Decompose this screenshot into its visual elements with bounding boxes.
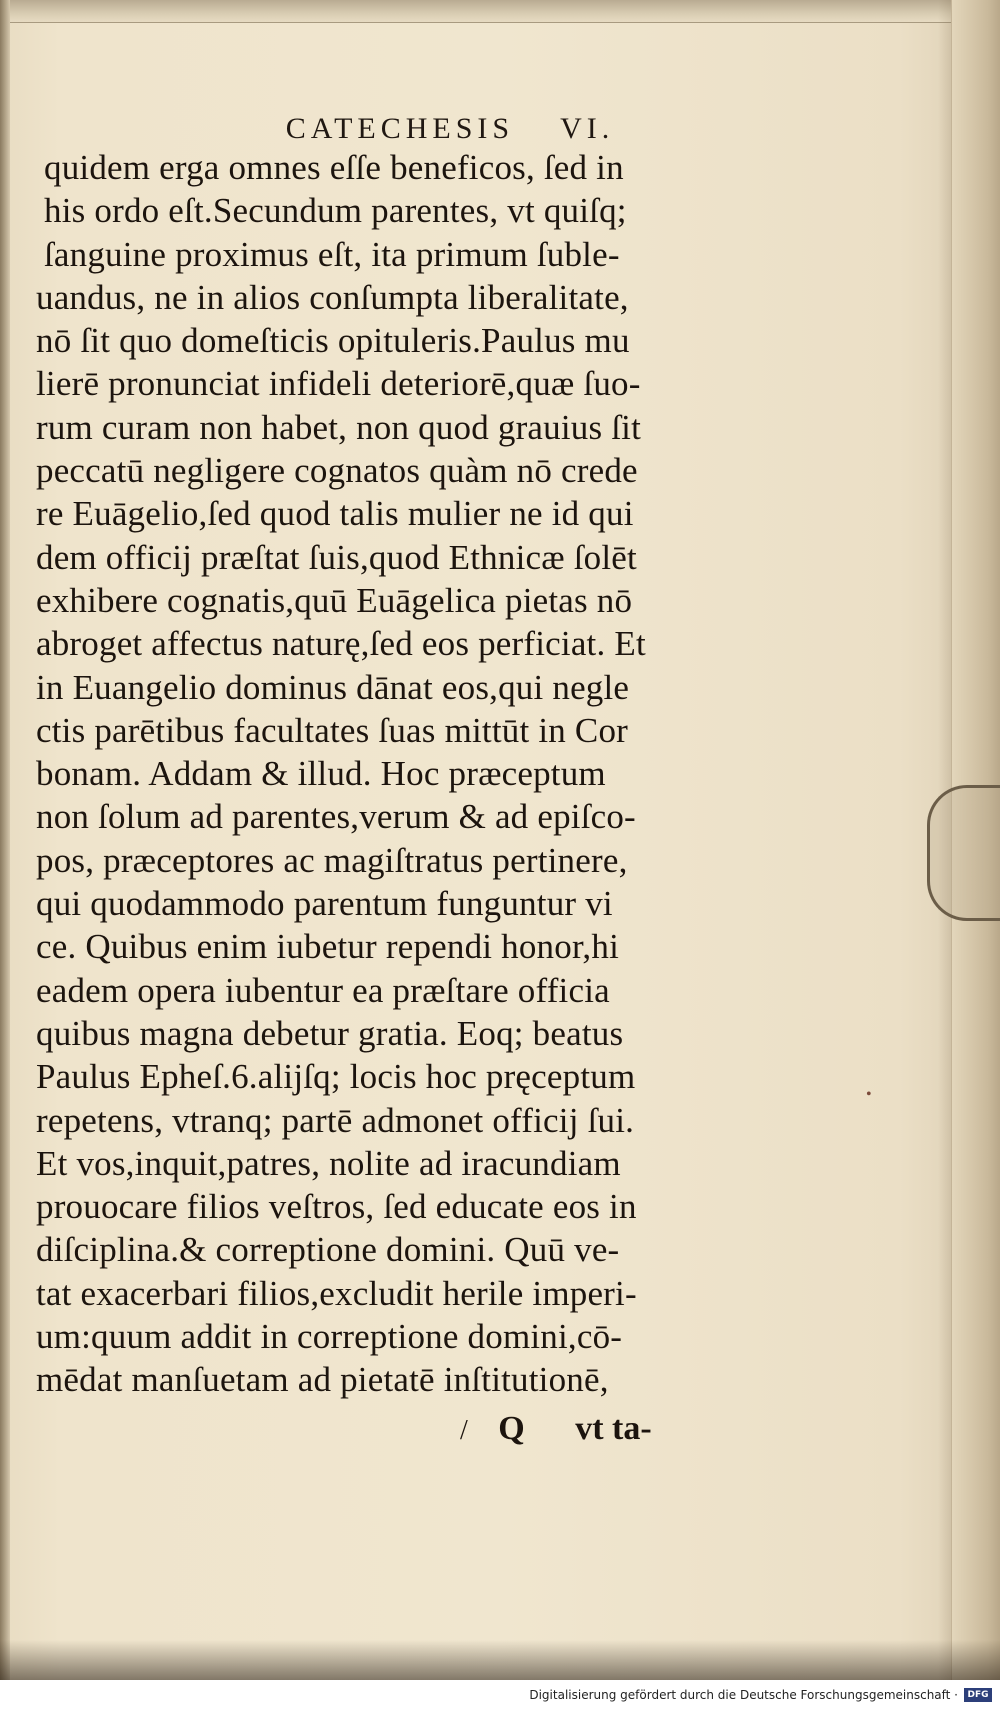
text-line: ctis parētibus facultates ſuas mittūt in Cor [36, 710, 629, 750]
text-line: bonam. Addam & illud. Hoc præceptum [36, 754, 606, 794]
text-line: his ordo eſt.Secundum parentes, vt quiſq; [44, 191, 627, 231]
funding-credit: Digitalisierung gefördert durch die Deutsche Forschungsgemeinschaft · [529, 1688, 958, 1702]
dfg-logo: DFG [964, 1688, 992, 1702]
text-line: qui quodammodo parentum funguntur vi [36, 884, 613, 924]
text-line: lierē pronunciat infideli deteriorē,quæ ſuo- [36, 364, 641, 404]
catchword-slash: / [460, 1415, 468, 1446]
text-line: rum curam non habet, non quod grauius ſit [36, 407, 642, 447]
text-line: ce. Quibus enim iubetur rependi honor,hi [36, 927, 619, 967]
signature-mark: Q [498, 1410, 525, 1447]
clasp-outline [927, 785, 1000, 921]
page-top-edge [0, 0, 1000, 23]
text-line: diſciplina.& correptione domini. Quū ve- [36, 1230, 620, 1270]
running-head-title: CATECHESIS [285, 112, 515, 145]
text-line: eadem opera iubentur ea præſtare officia [36, 970, 610, 1010]
catchword-line [460, 1410, 760, 1448]
text-line: repetens, vtranq; partē admonet officij ſui. [36, 1100, 635, 1140]
text-line: mēdat manſuetam ad pietatē inſtitutionē, [36, 1360, 609, 1400]
text-line: quibus magna debetur gratia. Eoq; beatus [36, 1013, 624, 1053]
text-line: tat exacerbari filios,excludit herile imperi- [36, 1273, 637, 1313]
text-line: abroget affectus naturę,ſed eos perficiat. Et [36, 624, 646, 664]
text-line: ſanguine proximus eſt, ita primum ſuble- [44, 234, 620, 274]
page-gutter [0, 0, 10, 1680]
text-line: uandus, ne in alios conſumpta liberalitate, [36, 277, 629, 317]
body-text [36, 146, 736, 1402]
text-line: non ſolum ad parentes,verum & ad epiſco- [36, 797, 636, 837]
text-line: re Euāgelio,ſed quod talis mulier ne id qui [36, 494, 634, 534]
digitization-footer [0, 1680, 1000, 1710]
text-line: Paulus Epheſ.6.alijſq; locis hoc pręceptum [36, 1057, 636, 1097]
text-line: exhibere cognatis,quū Euāgelica pietas nō [36, 580, 633, 620]
text-line: pos, præceptores ac magiſtratus pertinere, [36, 840, 628, 880]
text-line: Et vos,inquit,patres, nolite ad iracundiam [36, 1143, 621, 1183]
running-head [0, 112, 900, 146]
text-line: in Euangelio dominus dānat eos,qui negle [36, 667, 630, 707]
catchword: vt ta- [575, 1410, 652, 1447]
text-line: nō ſit quo domeſticis opituleris.Paulus mu [36, 321, 630, 361]
ink-speck: • [866, 1086, 872, 1103]
text-line: quidem erga omnes eſſe beneficos, ſed in [44, 148, 624, 187]
text-line: dem officij præſtat ſuis,quod Ethnicæ ſolēt [36, 537, 637, 577]
running-head-number: VI. [560, 112, 615, 145]
text-line: peccatū negligere cognatos quàm nō crede [36, 451, 638, 491]
page-bottom-shadow [0, 1640, 1000, 1680]
text-line: um:quum addit in correptione domini,cō- [36, 1317, 623, 1357]
text-line: prouocare filios veſtros, ſed educate eos in [36, 1187, 637, 1227]
